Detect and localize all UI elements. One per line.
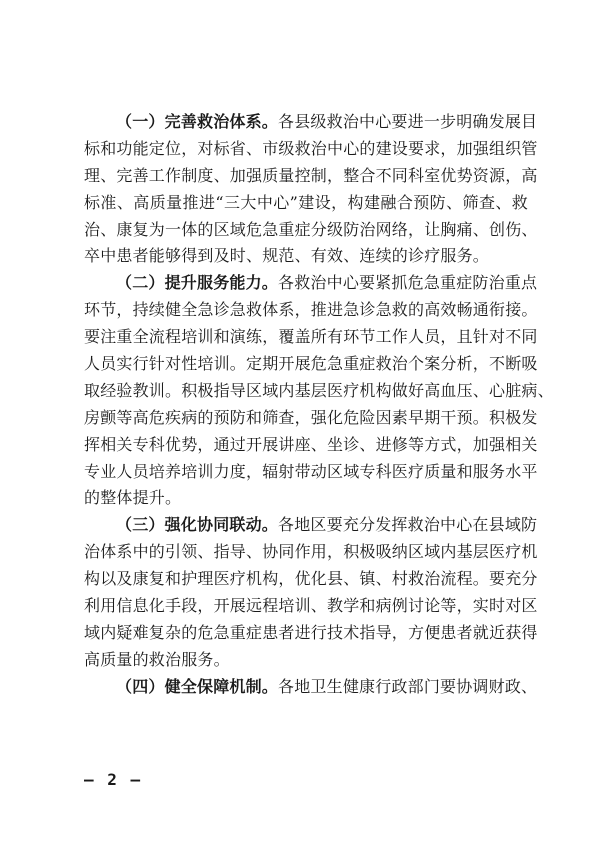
- paragraph-2-line-9: 的整体提升。: [84, 488, 182, 508]
- paragraph-3-line-6: 高质量的救治服务。: [84, 649, 230, 669]
- paragraph-1-line-5: 治、康复为一体的区域危急重症分级防治网络，让胸痛、创伤、: [84, 219, 538, 239]
- section-heading-2: （二）提升服务能力。: [116, 273, 279, 293]
- paragraph-2-line-2: 环节，持续健全急诊急救体系，推进急诊急救的高效畅通衔接。: [84, 300, 538, 320]
- section-heading-4: （四）健全保障机制。: [116, 676, 279, 696]
- paragraph-2-line-4: 人员实行针对性培训。定期开展危急重症救治个案分析，不断吸: [84, 354, 538, 374]
- paragraph-2-line-3: 要注重全流程培训和演练，覆盖所有环节工作人员，且针对不同: [84, 327, 538, 347]
- paragraph-1-text: 各县级救治中心要进一步明确发展目: [278, 112, 538, 131]
- paragraph-3-line-4: 利用信息化手段，开展远程培训、教学和病例讨论等，实时对区: [84, 596, 538, 616]
- paragraph-2-line-5: 取经验教训。积极指导区域内基层医疗机构做好高血压、心脏病、: [84, 380, 554, 400]
- paragraph-1-line-3: 理、完善工作制度、加强质量控制，整合不同科室优势资源，高: [84, 165, 538, 185]
- paragraph-2-line-6: 房颤等高危疾病的预防和筛查，强化危险因素早期干预。积极发: [84, 407, 538, 427]
- paragraph-1-line-6: 卒中患者能够得到及时、规范、有效、连续的诊疗服务。: [84, 246, 490, 266]
- paragraph-4-line-1: [84, 674, 538, 701]
- paragraph-3-line-2: 治体系中的引领、指导、协同作用，积极吸纳区域内基层医疗机: [84, 542, 538, 562]
- paragraph-3-line-3: 构以及康复和护理医疗机构，优化县、镇、村救治流程。要充分: [84, 569, 538, 589]
- document-body: [84, 109, 554, 701]
- paragraph-2-line-1: [84, 270, 538, 297]
- paragraph-3-line-5: 域内疑难复杂的危急重症患者进行技术指导，方便患者就近获得: [84, 622, 538, 642]
- paragraph-2-text: 各救治中心要紧抓危急重症防治重点: [278, 273, 538, 293]
- paragraph-4-text: 各地卫生健康行政部门要协调财政、: [278, 676, 538, 696]
- paragraph-1-line-1: [84, 109, 538, 136]
- page-number: — 2 —: [84, 770, 143, 789]
- paragraph-1-line-4: 标准、高质量推进“三大中心”建设，构建融合预防、筛查、救: [84, 192, 528, 212]
- paragraph-3-text: 各地区要充分发挥救治中心在县域防: [278, 515, 538, 535]
- paragraph-2-line-7: 挥相关专科优势，通过开展讲座、坐诊、进修等方式，加强相关: [84, 434, 538, 454]
- section-heading-1: （一）完善救治体系。: [116, 112, 279, 131]
- paragraph-1-line-2: 标和功能定位，对标省、市级救治中心的建设要求，加强组织管: [84, 138, 538, 158]
- section-heading-3: （三）强化协同联动。: [116, 515, 279, 535]
- paragraph-2-line-8: 专业人员培养培训力度，辐射带动区域专科医疗质量和服务水平: [84, 461, 538, 481]
- paragraph-3-line-1: [84, 512, 538, 539]
